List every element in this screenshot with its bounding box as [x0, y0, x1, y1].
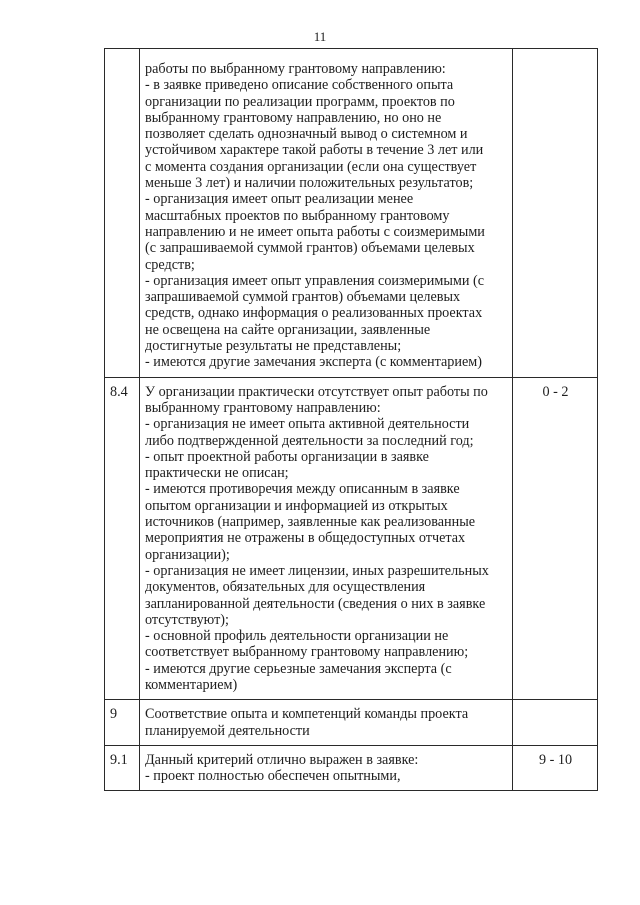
description-line: Данный критерий отлично выражен в заявке:	[145, 751, 419, 768]
description-line: отсутствуют);	[145, 611, 229, 628]
description-line: устойчивом характере такой работы в течение 3 лет или	[145, 142, 484, 159]
description-line: - имеются другие замечания эксперта (с комментарием)	[145, 354, 482, 371]
description-line: - организация имеет опыт реализации менее	[145, 191, 414, 208]
description-line: комментарием)	[145, 676, 238, 693]
description-line: У организации практически отсутствует опыт работы по	[145, 383, 488, 400]
criterion-number: 8.4	[105, 377, 140, 700]
criterion-description	[140, 49, 513, 378]
description-line: - основной профиль деятельности организации не	[145, 628, 449, 645]
description-line: запрашиваемой суммой грантов) объемами целевых	[145, 289, 461, 306]
description-line: - организация имеет опыт управления соизмеримыми (с	[145, 272, 485, 289]
description-line: средств, однако информация о реализованных проектах	[145, 305, 483, 322]
page-number: 11	[313, 29, 327, 44]
description-line: (с запрашиваемой суммой грантов) объемами целевых	[145, 240, 475, 257]
score-range: 9 - 10	[513, 745, 598, 791]
description-line: направлению и не имеет опыта работы с соизмеримыми	[145, 223, 485, 240]
description-line: мероприятия не отражены в общедоступных отчетах	[145, 530, 466, 547]
description-line: - в заявке приведено описание собственного опыта	[145, 77, 454, 94]
description-line: достигнутые результаты не представлены;	[145, 338, 402, 355]
description-line: выбранному грантовому направлению:	[145, 399, 381, 416]
score-range	[513, 700, 598, 746]
description-line: меньше 3 лет) и наличии положительных результатов;	[145, 175, 474, 192]
table-row	[105, 377, 598, 700]
description-line: документов, обязательных для осуществления	[145, 579, 426, 596]
description-line: соответствует выбранному грантовому направлению;	[145, 644, 469, 661]
criterion-number: 9	[105, 700, 140, 746]
description-line: организации по реализации программ, проектов по	[145, 93, 455, 110]
description-line: организации);	[145, 546, 230, 563]
score-range: 0 - 2	[513, 377, 598, 700]
criterion-number	[105, 49, 140, 378]
description-line: запланированной деятельности (сведения о них в заявке	[145, 595, 486, 612]
description-line: источников (например, заявленные как реализованные	[145, 514, 476, 531]
description-line: Соответствие опыта и компетенций команды проекта	[145, 706, 469, 723]
description-line: планируемой деятельности	[145, 722, 310, 739]
criterion-number: 9.1	[105, 745, 140, 791]
table-row	[105, 745, 598, 791]
description-line: практически не описан;	[145, 465, 289, 482]
description-line: опытом организации и информацией из открытых	[145, 497, 448, 514]
criterion-description	[140, 745, 513, 791]
criterion-description	[140, 377, 513, 700]
description-line: масштабных проектов по выбранному грантовому	[145, 207, 450, 224]
description-line: - имеются другие серьезные замечания эксперта (с	[145, 660, 452, 677]
description-line: с момента создания организации (если она существует	[145, 158, 477, 175]
table-row	[105, 49, 598, 378]
description-line: выбранному грантовому направлению, но оно не	[145, 109, 442, 126]
description-line: - проект полностью обеспечен опытными,	[145, 768, 401, 785]
description-line: средств;	[145, 256, 195, 273]
description-line: - опыт проектной работы организации в заявке	[145, 448, 429, 465]
score-range	[513, 49, 598, 378]
criterion-description	[140, 700, 513, 746]
description-line: либо подтвержденной деятельности за последний год;	[145, 432, 474, 449]
description-line: - организация не имеет лицензии, иных разрешительных	[145, 562, 489, 579]
description-line: позволяет сделать однозначный вывод о системном и	[145, 126, 468, 143]
description-line: работы по выбранному грантовому направлению:	[145, 61, 446, 77]
criteria-table-body	[105, 49, 598, 791]
description-line: - имеются противоречия между описанным в заявке	[145, 481, 460, 498]
criteria-table	[104, 48, 598, 791]
table-row	[105, 700, 598, 746]
description-line: - организация не имеет опыта активной деятельности	[145, 416, 470, 433]
description-line: не освещена на сайте организации, заявленные	[145, 321, 431, 338]
